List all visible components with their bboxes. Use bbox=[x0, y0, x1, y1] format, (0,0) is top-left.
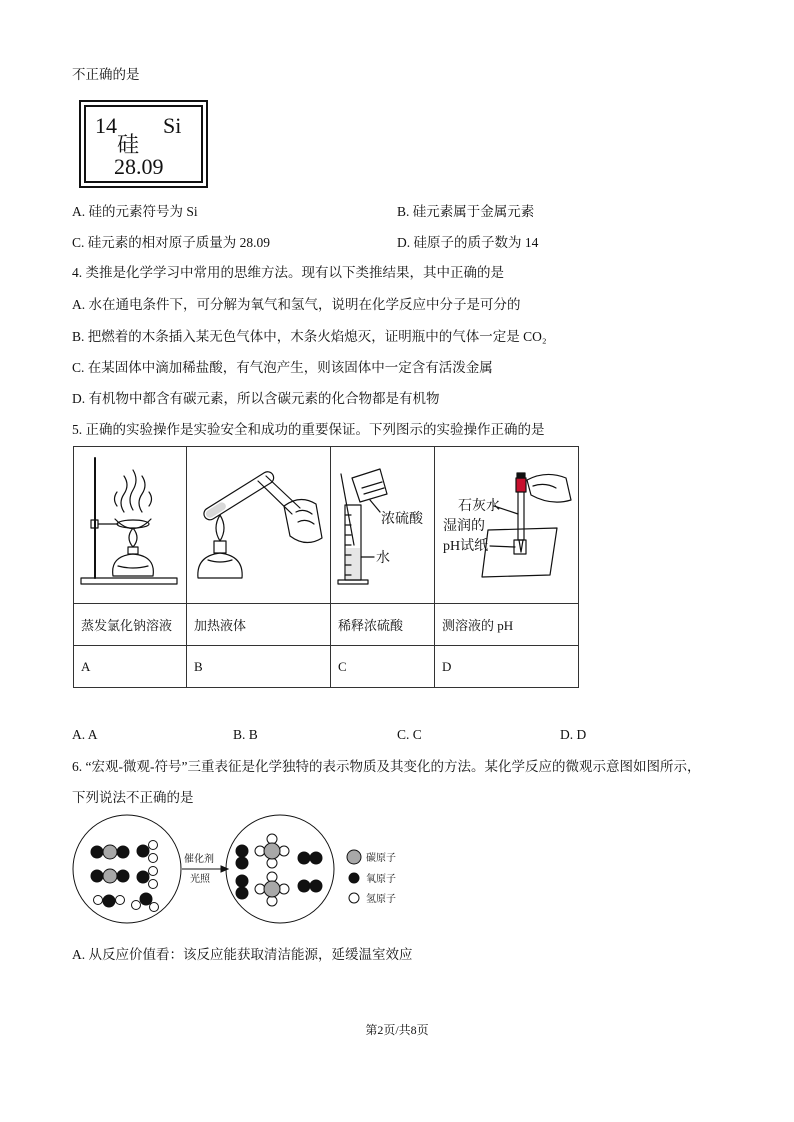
figure-label-ph-paper: pH试纸 bbox=[443, 539, 489, 554]
figure-cell-b bbox=[187, 447, 331, 604]
figure-label-limewater: 石灰水 bbox=[458, 499, 500, 514]
q5-option-c: C. C bbox=[397, 727, 422, 742]
carbon-atom-swatch bbox=[347, 850, 361, 864]
hydrogen-atom-swatch bbox=[349, 893, 359, 903]
figure-cell-a bbox=[74, 447, 187, 604]
q4-option-d: D. 有机物中都含有碳元素，所以含碳元素的化合物都是有机物 bbox=[72, 391, 440, 406]
q5-option-a: A. A bbox=[72, 727, 98, 742]
experiment-letter-d: D bbox=[435, 646, 579, 688]
q3-stem-tail: 不正确的是 bbox=[72, 67, 140, 82]
experiment-letter-a: A bbox=[74, 646, 187, 688]
q6-stem-line1: 6. “宏观-微观-符号”三重表征是化学独特的表示物质及其变化的方法。某化学反应的微观示意图如图所示， bbox=[72, 759, 701, 774]
experiment-letter-c: C bbox=[331, 646, 435, 688]
experiment-letter-b: B bbox=[187, 646, 331, 688]
reaction-arrowhead bbox=[221, 866, 228, 872]
q6-option-a: A. 从反应价值看：该反应能获取清洁能源，延缓温室效应 bbox=[72, 947, 413, 962]
element-atomic-number: 14 bbox=[95, 113, 117, 138]
reaction-condition-catalyst: 催化剂 bbox=[184, 854, 214, 865]
q4-stem: 4. 类推是化学学习中常用的思维方法。现有以下类推结果，其中正确的是 bbox=[72, 265, 504, 280]
oxygen-atom-swatch bbox=[349, 873, 359, 883]
q4-option-b: B. 把燃着的木条插入某无色气体中，木条火焰熄灭，证明瓶中的气体一定是 CO₂ bbox=[72, 329, 547, 344]
figure-cell-d bbox=[435, 447, 579, 604]
q3-option-c: C. 硅元素的相对原子质量为 28.09 bbox=[72, 235, 271, 250]
experiment-figure-row bbox=[74, 447, 579, 604]
reaction-condition-light: 光照 bbox=[190, 874, 210, 885]
q3-option-d: D. 硅原子的质子数为 14 bbox=[397, 235, 539, 250]
experiment-table bbox=[73, 446, 579, 688]
legend-carbon-atom: 碳原子 bbox=[366, 853, 396, 864]
element-name: 硅 bbox=[117, 132, 140, 157]
figure-cell-c bbox=[331, 447, 435, 604]
experiment-label-d: 测溶液的 pH bbox=[435, 604, 579, 646]
product-molecules bbox=[236, 834, 322, 906]
product-circle bbox=[226, 815, 334, 923]
figure-label-conc-sulfuric-acid: 浓硫酸 bbox=[381, 512, 423, 527]
legend-hydrogen-atom: 氢原子 bbox=[366, 894, 396, 905]
page-footer: 第2页/共8页 bbox=[365, 1023, 429, 1037]
reaction-micro-diagram bbox=[60, 808, 420, 933]
element-atomic-mass: 28.09 bbox=[114, 154, 164, 179]
atom-legend bbox=[347, 850, 396, 905]
q4-option-c: C. 在某固体中滴加稀盐酸，有气泡产生，则该固体中一定含有活泼金属 bbox=[72, 360, 493, 375]
q3-option-a: A. 硅的元素符号为 Si bbox=[72, 204, 198, 219]
reactant-circle bbox=[73, 815, 181, 923]
reactant-molecules bbox=[91, 841, 159, 912]
legend-oxygen-atom: 氧原子 bbox=[366, 874, 396, 885]
q6-stem-line2: 下列说法不正确的是 bbox=[72, 790, 194, 805]
experiment-letter-row bbox=[74, 646, 579, 688]
figure-label-wet: 湿润的 bbox=[443, 519, 485, 534]
experiment-label-row bbox=[74, 604, 579, 646]
q3-option-b: B. 硅元素属于金属元素 bbox=[397, 204, 535, 219]
q5-option-d: D. D bbox=[560, 727, 587, 742]
experiment-label-c: 稀释浓硫酸 bbox=[331, 604, 435, 646]
q4-option-a: A. 水在通电条件下，可分解为氧气和氢气，说明在化学反应中分子是可分的 bbox=[72, 297, 521, 312]
experiment-label-b: 加热液体 bbox=[187, 604, 331, 646]
q5-stem: 5. 正确的实验操作是实验安全和成功的重要保证。下列图示的实验操作正确的是 bbox=[72, 422, 545, 437]
q5-option-b: B. B bbox=[233, 727, 258, 742]
element-card-silicon bbox=[79, 100, 208, 188]
experiment-label-a: 蒸发氯化钠溶液 bbox=[74, 604, 187, 646]
figure-label-water: 水 bbox=[376, 551, 390, 566]
element-symbol: Si bbox=[163, 113, 182, 138]
